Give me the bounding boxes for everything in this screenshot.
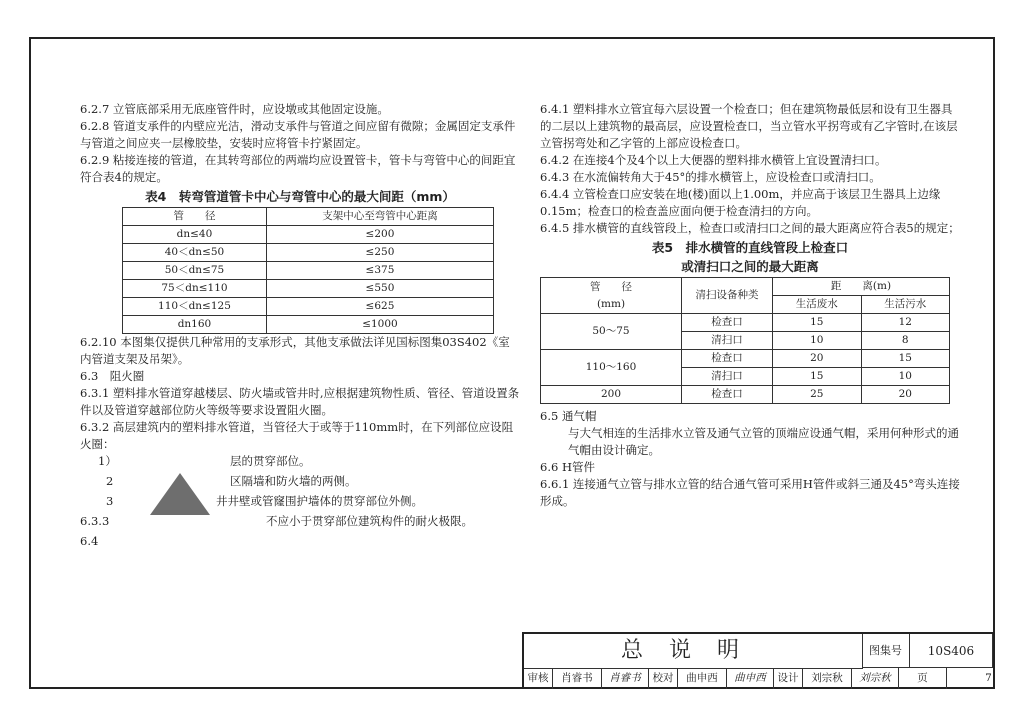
- fire-stamp-mark: [150, 473, 210, 515]
- list-item-text: 井井壁或管窿围护墙体的贯穿部位外侧。: [216, 494, 423, 508]
- signature-row: [524, 668, 1024, 689]
- table-cell: 15: [773, 368, 862, 386]
- clause-6-2-7: 6.2.7 立管底部采用无底座管件时，应设墩或其他固定设施。: [80, 102, 389, 116]
- table-row: [541, 350, 950, 368]
- list-item-number: 3: [106, 494, 114, 508]
- clause-6-3-1: 6.3.1 塑料排水管道穿越楼层、防火墙或管井时,应根据建筑物性质、管径、管道设置条件以及管道穿越部位防火等级等要求设置阻火圈。: [80, 386, 520, 417]
- checker-signature: 曲申西: [727, 668, 774, 689]
- list-item-text: 区隔墙和防火墙的两侧。: [230, 474, 357, 488]
- header-text: 管 径: [590, 280, 632, 293]
- check-label: 校对: [649, 668, 678, 689]
- clause-6-2-10: 6.2.10 本图集仅提供几种常用的支承形式，其他支承做法详见国标图集03S402《室内管道支架及吊架》。: [80, 335, 510, 366]
- table-row: [541, 314, 950, 332]
- clause-6-6-1: 6.6.1 连接通气立管与排水立管的结合通气管可采用H管件或斜三通及45°弯头连接形成。: [540, 477, 960, 508]
- designer-signature: 刘宗秋: [852, 668, 899, 689]
- right-column: [540, 101, 960, 510]
- designer-name: 刘宗秋: [803, 668, 852, 689]
- clause-number: 6.3.3: [80, 514, 110, 528]
- table-cell: 200: [541, 386, 682, 404]
- table-cell: 20: [861, 386, 950, 404]
- clause-6-4-4: 6.4.4 立管检查口应安装在地(楼)面以上1.00m，并应高于该层卫生器具上边缘0.15m；检查口的检查盖应面向便于检查清扫的方向。: [540, 187, 941, 218]
- table-cell: 10: [773, 332, 862, 350]
- clause-text: 不应小于贯穿部位建筑构件的耐火极限。: [266, 514, 473, 528]
- list-item: [80, 473, 520, 493]
- left-column: [80, 101, 520, 550]
- atlas-number: 10S406: [910, 634, 993, 668]
- table-cell: ≤625: [266, 298, 493, 316]
- page-number: 7: [947, 668, 1024, 689]
- list-item: [80, 453, 520, 473]
- table-cell: 15: [861, 350, 950, 368]
- table-cell: 检查口: [682, 314, 773, 332]
- table-row: [123, 244, 494, 262]
- table-cell: ≤1000: [266, 316, 493, 334]
- table4-caption: 表4 转弯管道管卡中心与弯管中心的最大间距（mm）: [145, 189, 455, 204]
- page-label: 页: [899, 668, 947, 689]
- table-cell: 110～160: [541, 350, 682, 386]
- table5-header-diameter: [541, 278, 682, 314]
- table-cell: 检查口: [682, 350, 773, 368]
- table-cell: 50～75: [541, 314, 682, 350]
- clause-6-2-8: 6.2.8 管道支承件的内壁应光洁，滑动支承件与管道之间应留有微隙；金属固定支承件与管道之间应夹一层橡胶垫，安装时应将管卡拧紧固定。: [80, 119, 516, 150]
- header-unit: (mm): [596, 297, 626, 310]
- table-cell: 清扫口: [682, 332, 773, 350]
- table-cell: ≤375: [266, 262, 493, 280]
- title-block: [522, 632, 993, 689]
- table4: [122, 207, 494, 334]
- table-cell: 40＜dn≤50: [123, 244, 267, 262]
- table4-header-diameter: 管 径: [123, 208, 267, 226]
- table-cell: dn160: [123, 316, 267, 334]
- table-cell: 75＜dn≤110: [123, 280, 267, 298]
- table5: [540, 277, 950, 404]
- table-cell: 15: [773, 314, 862, 332]
- table-row: [123, 298, 494, 316]
- reviewer-signature: 肖睿书: [602, 668, 649, 689]
- section-6-5-heading: 6.5 通气帽: [540, 409, 597, 423]
- clause-6-5-text: 与大气相连的生活排水立管及通气立管的顶端应设通气帽，采用何种形式的通气帽由设计确定。: [568, 426, 959, 457]
- table-row: [123, 262, 494, 280]
- clause-6-4-3: 6.4.3 在水流偏转角大于45°的排水横管上，应设检查口或清扫口。: [540, 170, 881, 184]
- table5-header-type: 清扫设备种类: [682, 278, 773, 314]
- list-item: [80, 493, 520, 513]
- clause-6-4-1: 6.4.1 塑料排水立管宜每六层设置一个检查口；但在建筑物最低层和设有卫生器具的二层以上建筑物的最高层，应设置检查口，当立管水平拐弯或有乙字管时,在该层立管拐弯处和乙字管的上部应设检查口。: [540, 102, 958, 150]
- clause-6-3-3: [80, 513, 520, 533]
- table-row: [541, 386, 950, 404]
- table-cell: 10: [861, 368, 950, 386]
- table-row: [123, 226, 494, 244]
- table-row: [123, 316, 494, 334]
- section-6-6-heading: 6.6 H管件: [540, 460, 595, 474]
- table-cell: ≤250: [266, 244, 493, 262]
- table5-caption-line2: 或清扫口之间的最大距离: [681, 259, 819, 274]
- table5-header-waste: 生活废水: [773, 296, 862, 314]
- clause-6-2-9: 6.2.9 粘接连接的管道，在其转弯部位的两端均应设置管卡，管卡与弯管中心的间距宜符合表4的规定。: [80, 153, 516, 184]
- section-6-4-number: 6.4: [80, 534, 99, 548]
- table5-caption-line1: 表5 排水横管的直线管段上检查口: [651, 240, 849, 255]
- table-cell: 50＜dn≤75: [123, 262, 267, 280]
- table-cell: 检查口: [682, 386, 773, 404]
- table-cell: 12: [861, 314, 950, 332]
- reviewer-name: 肖睿书: [553, 668, 602, 689]
- table-cell: 清扫口: [682, 368, 773, 386]
- review-label: 审核: [524, 668, 553, 689]
- drawing-title: 总说明: [524, 634, 863, 669]
- list-item-number: 1）: [98, 454, 117, 468]
- table-cell: dn≤40: [123, 226, 267, 244]
- section-6-3-heading: 6.3 阻火圈: [80, 369, 145, 383]
- design-label: 设计: [774, 668, 803, 689]
- table-cell: 20: [773, 350, 862, 368]
- clause-6-3-2: 6.3.2 高层建筑内的塑料排水管道，当管径大于或等于110mm时，在下列部位应设阻火圈：: [80, 420, 514, 451]
- list-item-text: 层的贯穿部位。: [230, 454, 311, 468]
- table4-header-distance: 支架中心至弯管中心距离: [266, 208, 493, 226]
- table-cell: ≤550: [266, 280, 493, 298]
- table5-header-distance: 距 离(m): [773, 278, 950, 296]
- table-cell: 8: [861, 332, 950, 350]
- table-cell: 110＜dn≤125: [123, 298, 267, 316]
- table-cell: ≤200: [266, 226, 493, 244]
- clause-6-4-2: 6.4.2 在连接4个及4个以上大便器的塑料排水横管上宜设置清扫口。: [540, 153, 887, 167]
- table-row: [123, 280, 494, 298]
- clause-6-4-5: 6.4.5 排水横管的直线管段上，检查口或清扫口之间的最大距离应符合表5的规定；: [540, 221, 960, 235]
- table-cell: 25: [773, 386, 862, 404]
- table5-header-sewage: 生活污水: [861, 296, 950, 314]
- checker-name: 曲申西: [678, 668, 727, 689]
- list-item-number: 2: [106, 474, 114, 488]
- atlas-number-label: 图集号: [862, 634, 910, 668]
